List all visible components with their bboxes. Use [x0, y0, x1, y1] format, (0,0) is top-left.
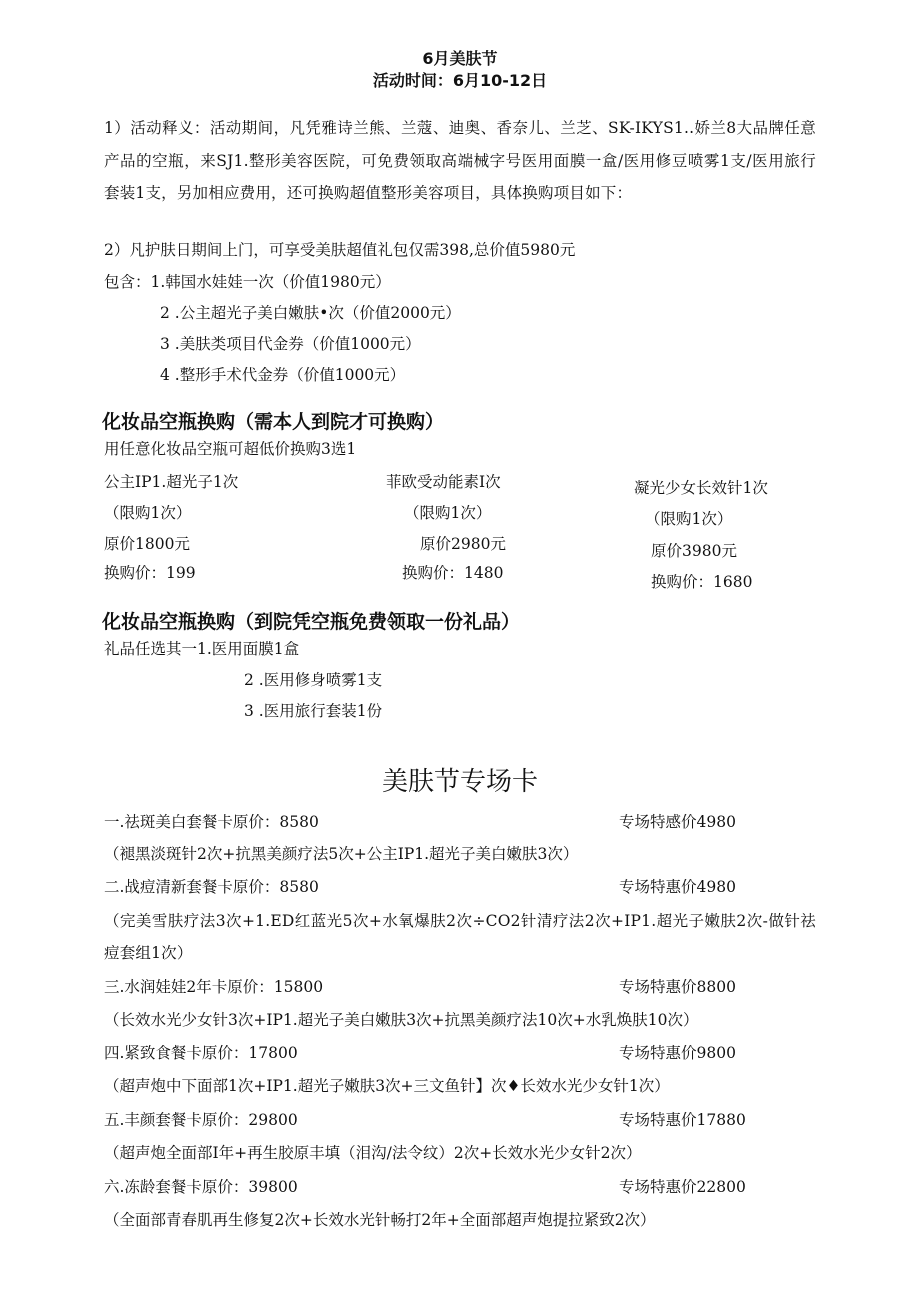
- product-name: 菲欧受动能素I次: [386, 473, 501, 491]
- card-special-price: 专场特惠价17880: [619, 1111, 746, 1129]
- card-name: 六.冻龄套餐卡原价：39800: [104, 1178, 298, 1196]
- intro-paragraph-2: 2）凡护肤日期间上门，可享受美肤超值礼包仅需398,总价值5980元: [104, 241, 576, 259]
- page-title: 6月美肤节: [422, 49, 498, 68]
- card-special-price: 专场特惠价22800: [619, 1178, 746, 1196]
- card-detail: （超声炮中下面部1次+IP1.超光子嫩肤3次+三文鱼针】次♦长效水光少女针1次）: [104, 1077, 670, 1095]
- product-exchange-price: 换购价：1480: [402, 564, 504, 582]
- exchange-heading: 化妆品空瓶换购（需本人到院才可换购）: [102, 411, 445, 433]
- card-special-price: 专场特惠价8800: [619, 978, 736, 996]
- product-limit: （限购1次）: [645, 510, 733, 528]
- card-detail: （完美雪肤疗法3次+1.ED红蓝光5次+水氧爆肤2次÷CO2针清疗法2次+IP1.超光子嫩肤2次-做针祛痘套组1次）: [104, 912, 816, 962]
- card-name: 四.紧致食餐卡原价：17800: [104, 1044, 298, 1062]
- card-name: 三.水润娃娃2年卡原价：15800: [104, 978, 324, 996]
- intro-paragraph-1: 1）活动释义：活动期间，凡凭雅诗兰熊、兰蔻、迪奥、香奈儿、兰芝、SK-IKYS1..娇兰8大品牌任意产品的空瓶，来SJ1.整形美容医院，可免费领取高端械字号医用面膜一盒/医用修豆喷雾1支/医用旅行套装1支，另加相应费用，还可换购超值整形美容项目，具体换购项目如下：: [104, 119, 816, 202]
- card-detail: （超声炮全面部I年+再生胶原丰填（泪沟/法令纹）2次+长效水光少女针2次）: [104, 1144, 642, 1162]
- product-exchange-price: 换购价：199: [104, 564, 196, 582]
- product-original-price: 原价1800元: [104, 535, 190, 553]
- exchange-subtitle: 用任意化妆品空瓶可超低价换购3选1: [104, 440, 357, 458]
- product-original-price: 原价2980元: [420, 535, 506, 553]
- gift-item: 2 .医用修身喷雾1支: [244, 671, 383, 689]
- card-special-price: 专场特感价4980: [619, 813, 736, 831]
- product-original-price: 原价3980元: [651, 542, 737, 560]
- includes-item: 4 .整形手术代金券（价值1000元）: [160, 366, 406, 384]
- gift-item: 3 .医用旅行套装1份: [244, 702, 383, 720]
- gift-heading: 化妆品空瓶换购（到院凭空瓶免费领取一份礼品）: [102, 611, 521, 633]
- product-name: 凝光少女长效针1次: [634, 479, 768, 497]
- includes-item: 2 .公主超光子美白嫩肤•次（价值2000元）: [160, 304, 461, 322]
- product-limit: （限购1次）: [404, 504, 492, 522]
- card-detail: （褪黑淡斑针2次+抗黑美颜疗法5次+公主IP1.超光子美白嫩肤3次）: [104, 845, 579, 863]
- includes-item: 3 .美肤类项目代金券（价值1000元）: [160, 335, 421, 353]
- includes-label: 包含：1.韩国水娃娃一次（价值1980元）: [104, 273, 391, 291]
- card-name: 二.战痘清新套餐卡原价：8580: [104, 878, 319, 896]
- card-name: 一.祛斑美白套餐卡原价：8580: [104, 813, 319, 831]
- product-limit: （限购1次）: [104, 504, 192, 522]
- card-detail: （长效水光少女针3次+IP1.超光子美白嫩肤3次+抗黑美颜疗法10次+水乳焕肤10次）: [104, 1011, 699, 1029]
- product-exchange-price: 换购价：1680: [651, 573, 753, 591]
- event-time: 活动时间：6月10-12日: [372, 71, 548, 90]
- card-detail: （全面部青春肌再生修复2次+长效水光针畅打2年+全面部超声炮提拉紧致2次）: [104, 1211, 656, 1229]
- card-name: 五.丰颜套餐卡原价：29800: [104, 1111, 298, 1129]
- cards-heading: 美肤节专场卡: [381, 767, 538, 797]
- gift-line: 礼品任选其一1.医用面膜1盒: [104, 640, 300, 658]
- card-special-price: 专场特惠价4980: [619, 878, 736, 896]
- product-name: 公主IP1.超光子1次: [104, 473, 239, 491]
- card-special-price: 专场特惠价9800: [619, 1044, 736, 1062]
